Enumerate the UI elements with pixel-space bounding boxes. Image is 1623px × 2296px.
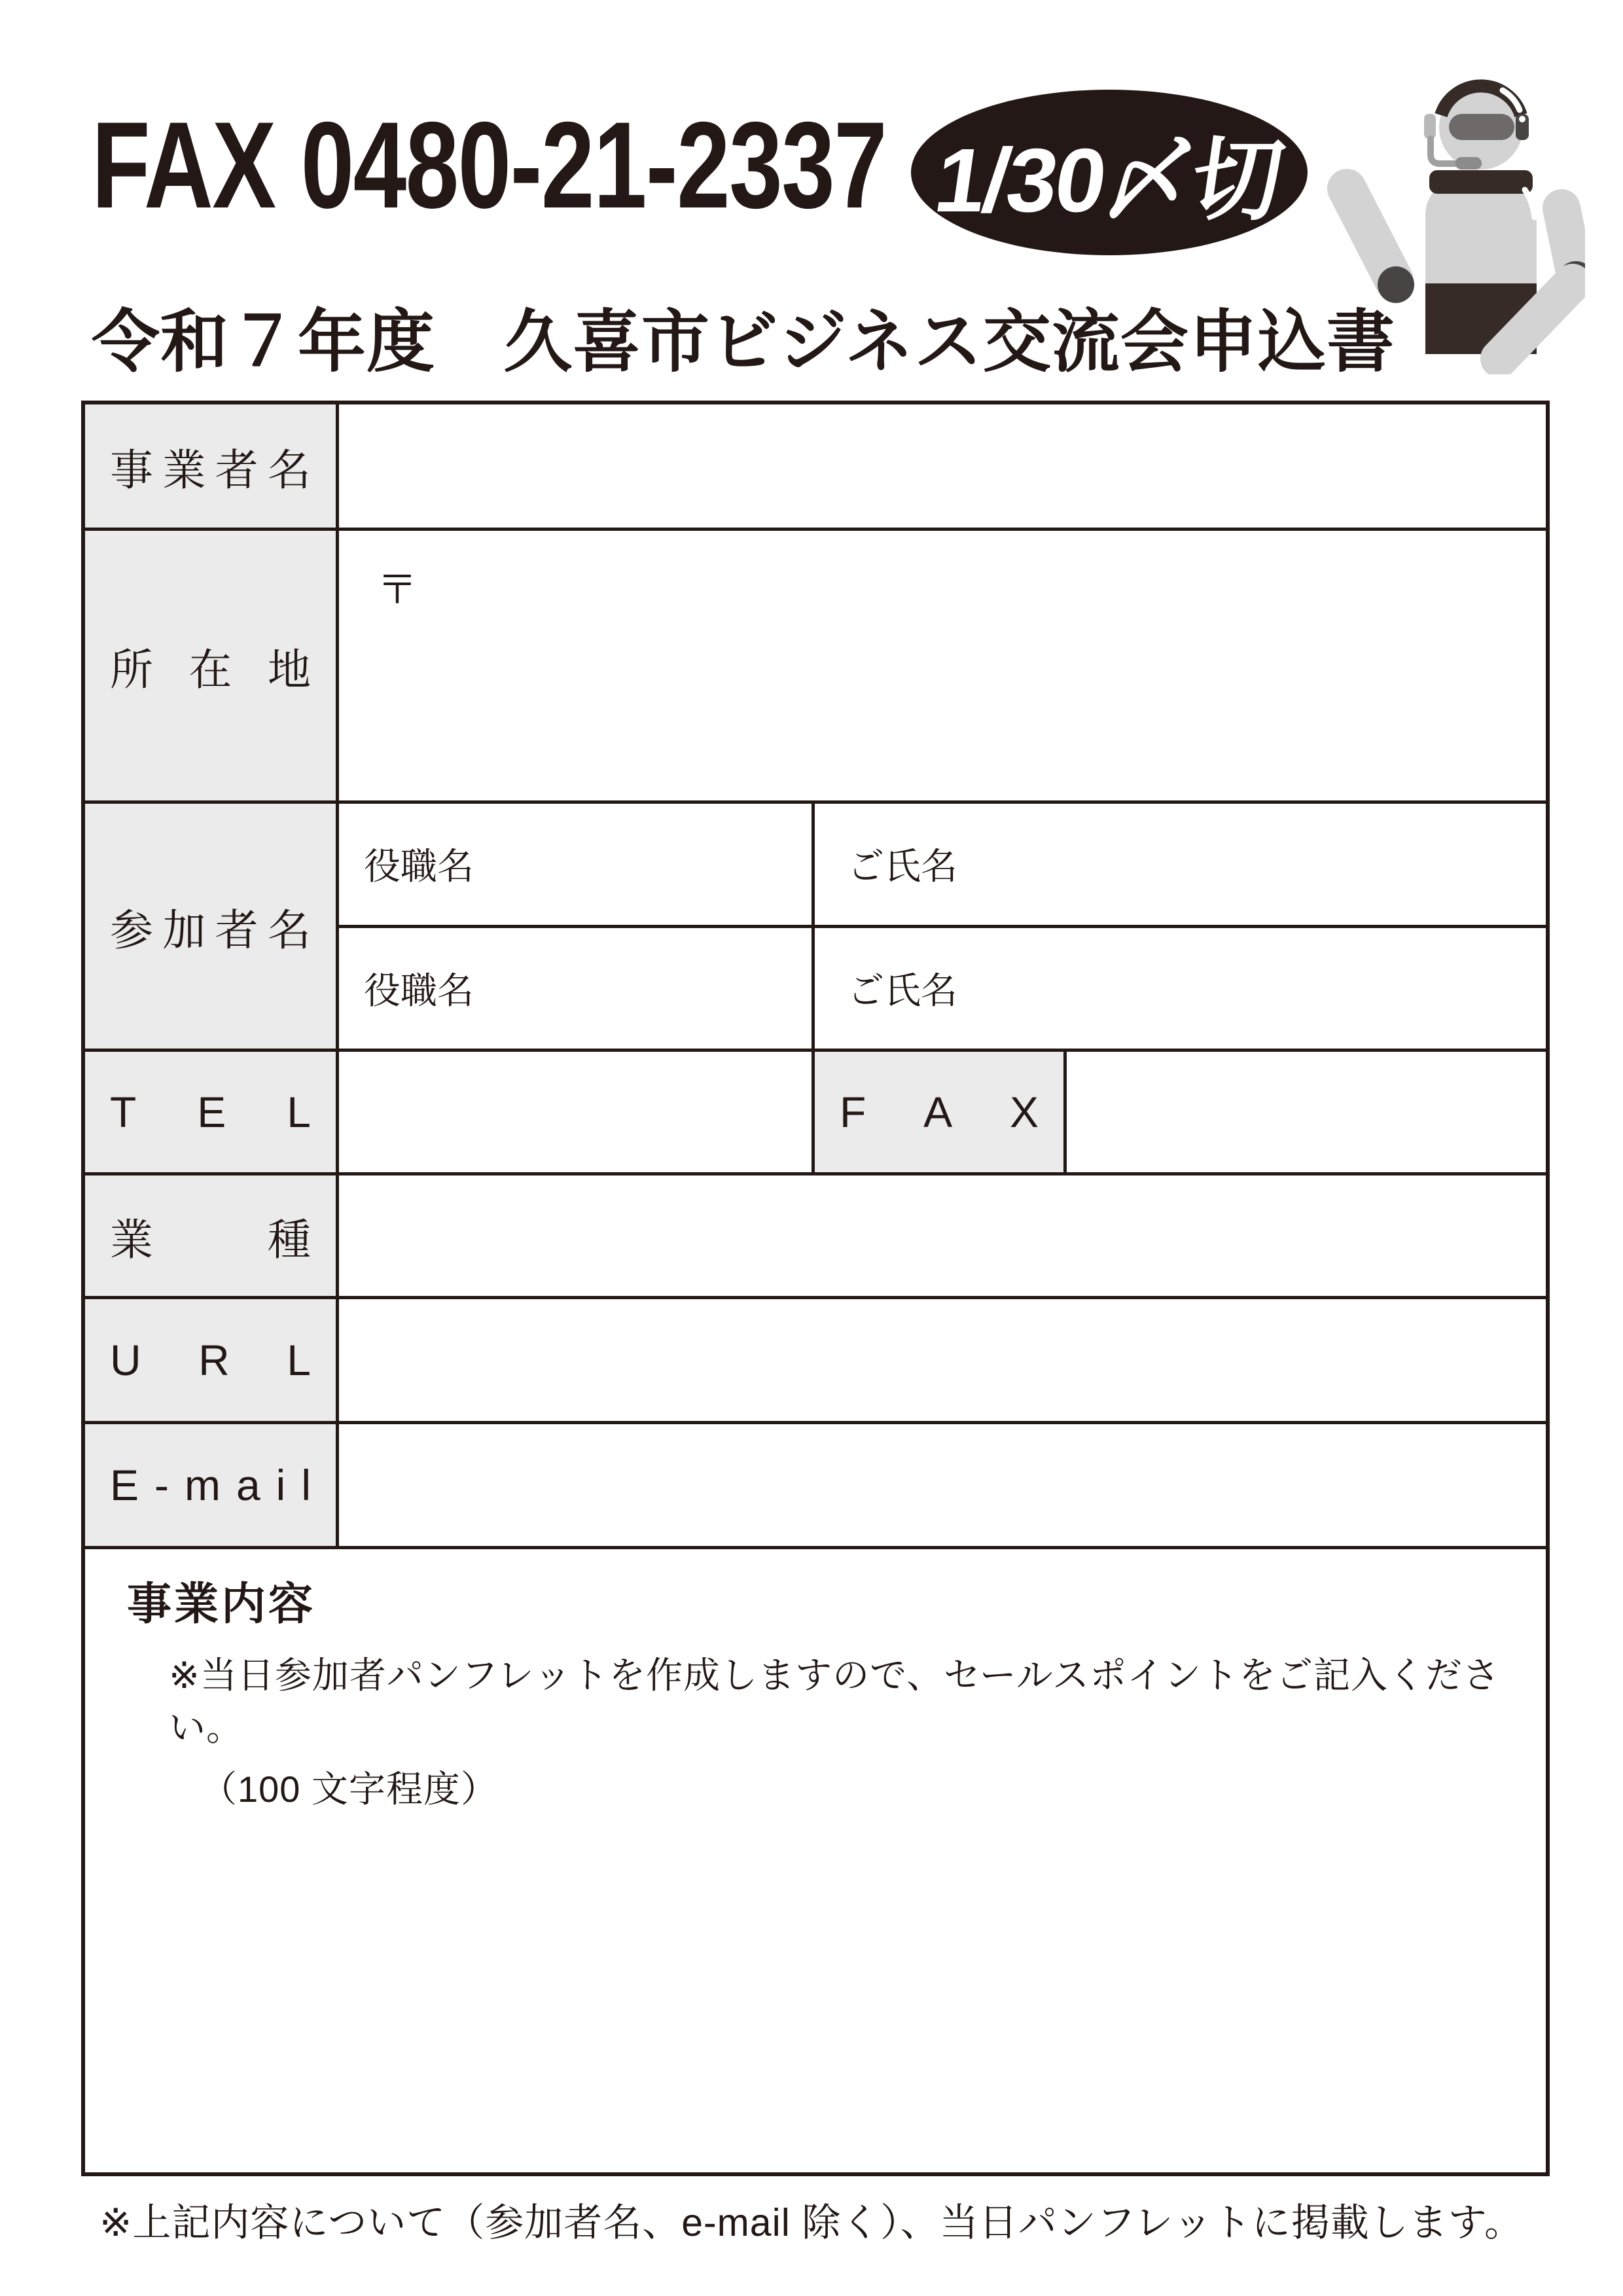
- deadline-badge-text: 1/30〆切: [929, 130, 1288, 231]
- business-name-input-cell: [339, 404, 1546, 528]
- tel-label: T E L: [110, 1088, 311, 1136]
- participant-row-1: [339, 804, 1546, 925]
- email-label-cell: [85, 1424, 339, 1546]
- participant-1-role-label: 役職名: [364, 846, 474, 888]
- business-name-label-cell: [85, 404, 339, 528]
- industry-label-cell: [85, 1175, 339, 1296]
- business-detail-note-line2: （100 文字程度）: [200, 1768, 498, 1810]
- footer-note: ※上記内容について（参加者名、e-mail 除く）、当日パンフレットに掲載します。: [99, 2201, 1524, 2244]
- fax-label-cell: [815, 1052, 1067, 1172]
- industry-row: [85, 1172, 1546, 1296]
- business-name-row: [85, 404, 1546, 528]
- participant-1-name-cell: [815, 804, 1546, 925]
- business-detail-cell: [85, 1549, 1546, 2172]
- url-label-cell: [85, 1299, 339, 1421]
- page-title: 令和７年度 久喜市ビジネス交流会申込書: [92, 304, 1395, 380]
- participant-1-name-label: ご氏名: [847, 846, 957, 888]
- fax-number-heading: FAX 0480-21-2337: [92, 96, 887, 234]
- business-detail-row: [85, 1546, 1546, 2172]
- url-label: U R L: [110, 1336, 311, 1384]
- participant-row-2: [339, 925, 1546, 1049]
- participant-2-name-label: ご氏名: [847, 969, 957, 1011]
- url-row: [85, 1296, 1546, 1421]
- participants-label: 参 加 者 名: [110, 905, 311, 954]
- tel-fax-row: [85, 1049, 1546, 1172]
- deadline-badge: [911, 90, 1308, 255]
- industry-label: 業 種: [110, 1215, 311, 1264]
- email-row: [85, 1421, 1546, 1546]
- address-input-cell: [339, 531, 1546, 800]
- participant-2-role-label: 役職名: [364, 969, 474, 1011]
- participants-label-cell: [85, 804, 339, 1049]
- participants-row: [85, 800, 1546, 1049]
- business-detail-heading: 事業内容: [127, 1579, 316, 1629]
- industry-input-cell: [339, 1175, 1546, 1296]
- tel-input-cell: [339, 1052, 815, 1172]
- participants-subrows: [339, 804, 1546, 1049]
- address-label: 所 在 地: [110, 645, 311, 694]
- participant-1-role-cell: [339, 804, 815, 925]
- url-input-cell: [339, 1299, 1546, 1421]
- business-name-label: 事 業 者 名: [110, 445, 311, 494]
- postal-mark: 〒: [377, 567, 418, 613]
- address-row: [85, 528, 1546, 800]
- tel-label-cell: [85, 1052, 339, 1172]
- application-form-table: [81, 401, 1550, 2176]
- business-detail-note-line1: ※当日参加者パンフレットを作成しますので、セールスポイントをご記入ください。: [169, 1655, 1500, 1748]
- email-label: E - m a i l: [110, 1461, 311, 1509]
- email-input-cell: [339, 1424, 1546, 1546]
- participant-2-name-cell: [815, 928, 1546, 1049]
- fax-label: F A X: [840, 1088, 1039, 1136]
- address-label-cell: [85, 531, 339, 800]
- fax-input-cell: [1067, 1052, 1546, 1172]
- participant-2-role-cell: [339, 928, 815, 1049]
